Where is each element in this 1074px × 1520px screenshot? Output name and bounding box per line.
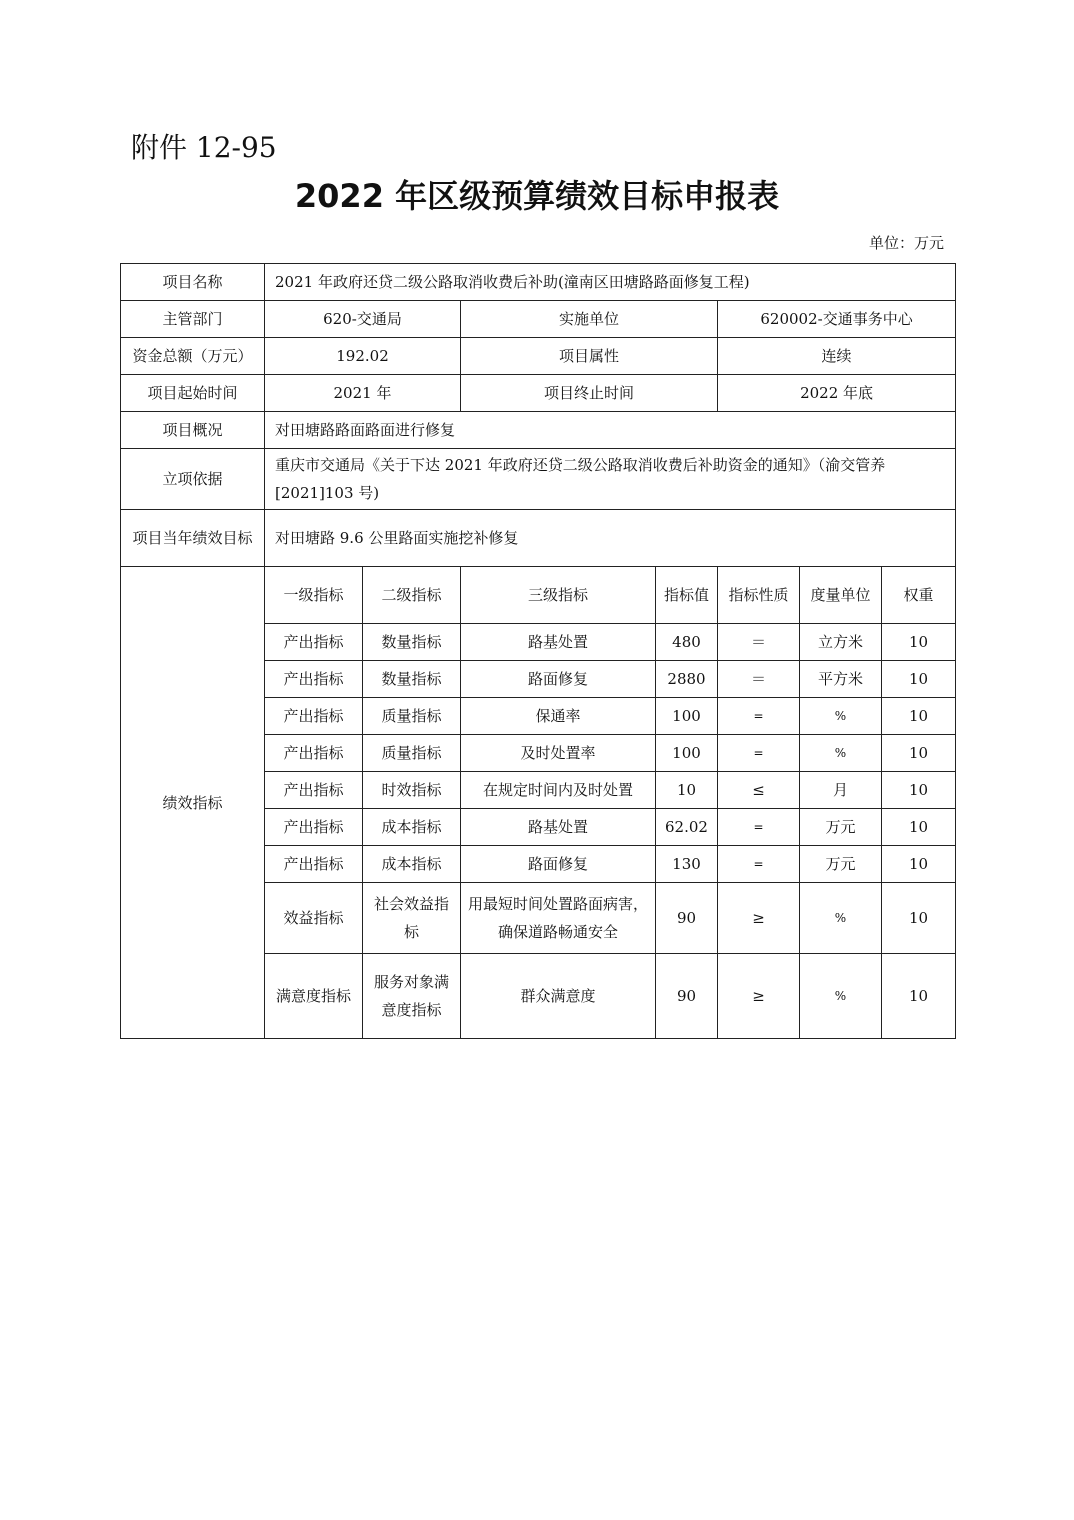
- label-department: 主管部门: [121, 301, 265, 338]
- cell-level1: 产出指标: [265, 846, 363, 883]
- value-end-time: 2022 年底: [718, 375, 956, 412]
- cell-level3: 保通率: [461, 698, 656, 735]
- cell-level1: 产出指标: [265, 772, 363, 809]
- cell-nature: ＝: [718, 661, 800, 698]
- cell-unit: 万元: [800, 846, 882, 883]
- header-unit: 度量单位: [800, 567, 882, 624]
- cell-level2: 服务对象满意度指标: [363, 954, 461, 1039]
- header-level1: 一级指标: [265, 567, 363, 624]
- value-implementer: 620002-交通事务中心: [718, 301, 956, 338]
- label-end-time: 项目终止时间: [461, 375, 718, 412]
- cell-level3: 路基处置: [461, 624, 656, 661]
- row-department: [121, 301, 956, 338]
- row-overview: [121, 412, 956, 449]
- cell-unit: 万元: [800, 809, 882, 846]
- header-level2: 二级指标: [363, 567, 461, 624]
- cell-level3: 及时处置率: [461, 735, 656, 772]
- value-project-name: 2021 年政府还贷二级公路取消收费后补助(潼南区田塘路路面修复工程): [265, 264, 956, 301]
- cell-unit: %: [800, 698, 882, 735]
- cell-weight: 10: [882, 809, 956, 846]
- cell-weight: 10: [882, 954, 956, 1039]
- cell-value: 62.02: [656, 809, 718, 846]
- cell-unit: %: [800, 883, 882, 954]
- cell-nature: ＝: [718, 624, 800, 661]
- cell-level2: 数量指标: [363, 624, 461, 661]
- cell-value: 480: [656, 624, 718, 661]
- cell-unit: %: [800, 954, 882, 1039]
- cell-value: 130: [656, 846, 718, 883]
- cell-value: 2880: [656, 661, 718, 698]
- row-funds: [121, 338, 956, 375]
- cell-level1: 效益指标: [265, 883, 363, 954]
- cell-level1: 产出指标: [265, 624, 363, 661]
- cell-value: 90: [656, 954, 718, 1039]
- cell-weight: 10: [882, 772, 956, 809]
- cell-level1: 产出指标: [265, 735, 363, 772]
- cell-value: 100: [656, 735, 718, 772]
- header-nature: 指标性质: [718, 567, 800, 624]
- label-project-name: 项目名称: [121, 264, 265, 301]
- indicator-header-row: [121, 567, 956, 624]
- label-indicators: 绩效指标: [121, 567, 265, 1039]
- cell-weight: 10: [882, 883, 956, 954]
- header-weight: 权重: [882, 567, 956, 624]
- cell-level1: 产出指标: [265, 698, 363, 735]
- row-basis: [121, 449, 956, 510]
- cell-level2: 成本指标: [363, 846, 461, 883]
- attachment-number: 附件 12-95: [131, 131, 277, 164]
- header-value: 指标值: [656, 567, 718, 624]
- label-start-time: 项目起始时间: [121, 375, 265, 412]
- cell-level3: 在规定时间内及时处置: [461, 772, 656, 809]
- value-start-time: 2021 年: [265, 375, 461, 412]
- cell-nature: =: [718, 809, 800, 846]
- cell-level3: 用最短时间处置路面病害，确保道路畅通安全: [461, 883, 656, 954]
- cell-nature: ≤: [718, 772, 800, 809]
- row-project-name: [121, 264, 956, 301]
- row-goal: [121, 510, 956, 567]
- cell-level2: 成本指标: [363, 809, 461, 846]
- cell-level3: 路面修复: [461, 846, 656, 883]
- cell-unit: 平方米: [800, 661, 882, 698]
- cell-level2: 质量指标: [363, 698, 461, 735]
- cell-nature: =: [718, 698, 800, 735]
- cell-value: 90: [656, 883, 718, 954]
- cell-level3: 群众满意度: [461, 954, 656, 1039]
- cell-level2: 质量指标: [363, 735, 461, 772]
- label-basis: 立项依据: [121, 449, 265, 510]
- cell-weight: 10: [882, 698, 956, 735]
- value-attribute: 连续: [718, 338, 956, 375]
- value-department: 620-交通局: [265, 301, 461, 338]
- value-basis: 重庆市交通局《关于下达 2021 年政府还贷二级公路取消收费后补助资金的通知》（渝交管养[2021]103 号): [265, 449, 956, 510]
- cell-level2: 数量指标: [363, 661, 461, 698]
- cell-weight: 10: [882, 846, 956, 883]
- cell-unit: 月: [800, 772, 882, 809]
- unit-note: 单位：万元: [868, 234, 944, 252]
- cell-level1: 满意度指标: [265, 954, 363, 1039]
- cell-nature: =: [718, 846, 800, 883]
- label-attribute: 项目属性: [461, 338, 718, 375]
- header-level3: 三级指标: [461, 567, 656, 624]
- cell-weight: 10: [882, 735, 956, 772]
- value-funds: 192.02: [265, 338, 461, 375]
- cell-value: 100: [656, 698, 718, 735]
- cell-level2: 社会效益指标: [363, 883, 461, 954]
- label-goal: 项目当年绩效目标: [121, 510, 265, 567]
- cell-level1: 产出指标: [265, 661, 363, 698]
- label-funds: 资金总额（万元）: [121, 338, 265, 375]
- row-period: [121, 375, 956, 412]
- cell-nature: ≥: [718, 883, 800, 954]
- value-goal: 对田塘路 9.6 公里路面实施挖补修复: [265, 510, 956, 567]
- cell-weight: 10: [882, 661, 956, 698]
- label-implementer: 实施单位: [461, 301, 718, 338]
- cell-level3: 路基处置: [461, 809, 656, 846]
- cell-unit: 立方米: [800, 624, 882, 661]
- cell-nature: ≥: [718, 954, 800, 1039]
- cell-nature: =: [718, 735, 800, 772]
- value-overview: 对田塘路路面路面进行修复: [265, 412, 956, 449]
- cell-value: 10: [656, 772, 718, 809]
- performance-target-table: [120, 263, 956, 1039]
- page-title: 2022 年区级预算绩效目标申报表: [294, 177, 780, 215]
- cell-unit: %: [800, 735, 882, 772]
- cell-level1: 产出指标: [265, 809, 363, 846]
- cell-level3: 路面修复: [461, 661, 656, 698]
- label-overview: 项目概况: [121, 412, 265, 449]
- cell-level2: 时效指标: [363, 772, 461, 809]
- cell-weight: 10: [882, 624, 956, 661]
